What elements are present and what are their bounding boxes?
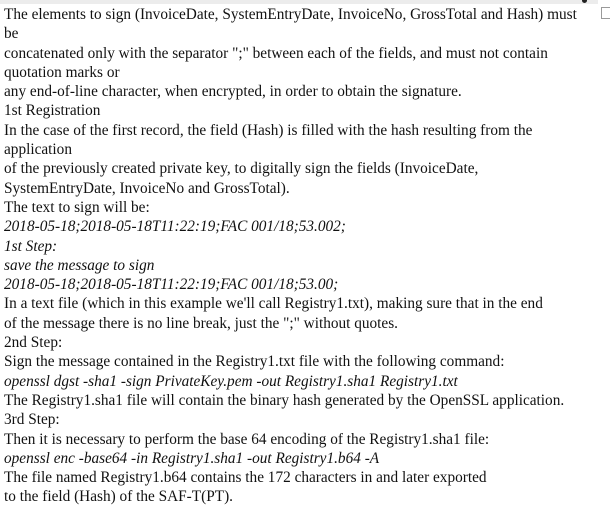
text-line: quotation marks or — [4, 63, 120, 81]
text-line: of the previously created private key, to digitally sign the fields (InvoiceDate, — [4, 160, 479, 178]
text-line: to the field (Hash) of the SAF-T(PT). — [4, 488, 233, 506]
text-line: any end-of-line character, when encrypted, in order to obtain the signature. — [4, 83, 462, 101]
text-line: save the message to sign — [4, 256, 155, 274]
text-line: SystemEntryDate, InvoiceNo and GrossTotal). — [4, 179, 290, 197]
text-line: The Registry1.sha1 file will contain the binary hash generated by the OpenSSL application. — [4, 391, 565, 409]
text-line: The file named Registry1.b64 contains the 172 characters in and later exported — [4, 469, 487, 487]
step-heading-2nd: 2nd Step: — [4, 334, 63, 352]
text-line: In the case of the first record, the field (Hash) is filled with the hash resulting from the — [4, 121, 533, 139]
text-line: of the message there is no line break, just the ";" without quotes. — [4, 314, 398, 332]
text-line: application — [4, 141, 72, 159]
text-line: be — [4, 25, 19, 43]
top-toolbar-strip — [0, 0, 598, 4]
openssl-sign-command: openssl dgst -sha1 -sign PrivateKey.pem -out Registry1.sha1 Registry1.txt — [4, 372, 458, 390]
step-heading-1st: 1st Step: — [4, 237, 58, 255]
text-line: concatenated only with the separator ";" between each of the fields, and must not contain — [4, 44, 548, 62]
text-line: The elements to sign (InvoiceDate, SystemEntryDate, InvoiceNo, GrossTotal and Hash) must — [4, 6, 577, 23]
text-line: The text to sign will be: — [4, 198, 150, 216]
text-line: Sign the message contained in the Registry1.txt file with the following command: — [4, 353, 505, 371]
text-line: In a text file (which in this example we'll call Registry1.txt), making sure that in the end — [4, 295, 543, 313]
step-heading-3rd: 3rd Step: — [4, 411, 60, 429]
text-line: Then it is necessary to perform the base 64 encoding of the Registry1.sha1 file: — [4, 430, 490, 448]
sign-string-example: 2018-05-18;2018-05-18T11:22:19;FAC 001/18;53.002; — [4, 218, 346, 236]
openssl-base64-command: openssl enc -base64 -in Registry1.sha1 -out Registry1.b64 -A — [4, 449, 380, 467]
section-heading-1st-registration: 1st Registration — [4, 102, 101, 120]
sign-string-saved: 2018-05-18;2018-05-18T11:22:19;FAC 001/18;53.00; — [4, 276, 339, 294]
document-body — [4, 5, 604, 507]
